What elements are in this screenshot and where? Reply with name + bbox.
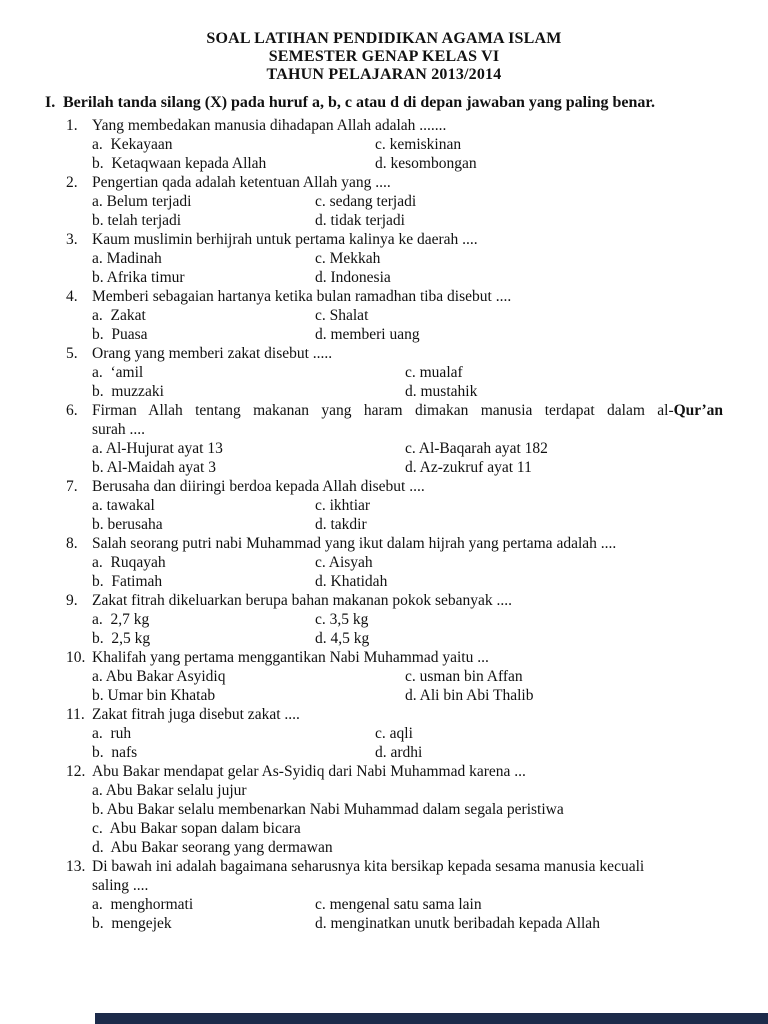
question-number: 1. — [66, 116, 78, 134]
question-text-row — [66, 401, 723, 420]
option-row — [66, 800, 723, 819]
option-row — [66, 553, 723, 572]
question-text-line: Khalifah yang pertama menggantikan Nabi Muhammad yaitu ... — [92, 648, 489, 666]
question-text-line: Yang membedakan manusia dihadapan Allah adalah ....... — [92, 116, 447, 134]
option: b. Umar bin Khatab — [92, 686, 216, 704]
viewer-bottom-bar — [95, 1013, 768, 1024]
option: b. telah terjadi — [92, 211, 182, 229]
option-row — [66, 629, 723, 648]
option-row — [66, 496, 723, 515]
option: a. Madinah — [92, 249, 162, 267]
option-row — [66, 610, 723, 629]
option-row — [66, 363, 723, 382]
option: d. Abu Bakar seorang yang dermawan — [92, 838, 333, 856]
question-number: 10. — [66, 648, 86, 666]
option: c. usman bin Affan — [405, 667, 523, 685]
option: c. mualaf — [405, 363, 463, 381]
question-number: 12. — [66, 762, 86, 780]
question-number: 4. — [66, 287, 78, 305]
option-row — [66, 458, 723, 477]
question-item — [66, 762, 723, 857]
option: b. Abu Bakar selalu membenarkan Nabi Muhammad dalam segala peristiwa — [92, 800, 564, 818]
option-row — [66, 838, 723, 857]
option: a. ruh — [92, 724, 132, 742]
question-text-row — [66, 762, 723, 781]
question-text-line: Orang yang memberi zakat disebut ..... — [92, 344, 333, 362]
question-item — [66, 477, 723, 534]
option: b. Puasa — [92, 325, 148, 343]
question-number: 3. — [66, 230, 78, 248]
option-row — [66, 325, 723, 344]
question-item — [66, 116, 723, 173]
question-text-bold-segment: Qur’an — [673, 401, 723, 419]
question-number: 9. — [66, 591, 78, 609]
title-line-1: SOAL LATIHAN PENDIDIKAN AGAMA ISLAM — [206, 30, 562, 47]
question-text-line: Zakat fitrah dikeluarkan berupa bahan makanan pokok sebanyak .... — [92, 591, 513, 609]
question-number: 7. — [66, 477, 78, 495]
question-text-row — [66, 116, 723, 135]
question-text-line: Pengertian qada adalah ketentuan Allah yang .... — [92, 173, 391, 191]
question-item — [66, 534, 723, 591]
option: a. Ruqayah — [92, 553, 166, 571]
option-row — [66, 249, 723, 268]
option-row — [66, 819, 723, 838]
option-row — [66, 724, 723, 743]
option: c. Mekkah — [315, 249, 381, 267]
title-line-2: SEMESTER GENAP KELAS VI — [268, 48, 500, 65]
section-instruction-text: Berilah tanda silang (X) pada huruf a, b, c atau d di depan jawaban yang paling benar. — [63, 94, 655, 111]
option: b. nafs — [92, 743, 138, 761]
question-text-row — [66, 173, 723, 192]
question-number: 8. — [66, 534, 78, 552]
option-row — [66, 572, 723, 591]
question-text-line: saling .... — [92, 876, 149, 894]
option: a. Abu Bakar Asyidiq — [92, 667, 226, 685]
option-row — [66, 382, 723, 401]
section-number: I. — [45, 94, 56, 111]
question-text-row — [66, 287, 723, 306]
question-item — [66, 857, 723, 933]
question-item — [66, 344, 723, 401]
option: a. Belum terjadi — [92, 192, 192, 210]
option: d. kesombongan — [375, 154, 477, 172]
document-title — [0, 30, 768, 84]
question-text-row — [66, 857, 723, 876]
option: b. berusaha — [92, 515, 163, 533]
option: b. 2,5 kg — [92, 629, 151, 647]
question-text-row — [66, 344, 723, 363]
option-row — [66, 686, 723, 705]
option: d. Ali bin Abi Thalib — [405, 686, 534, 704]
question-text-row — [66, 876, 723, 895]
option: c. Abu Bakar sopan dalam bicara — [92, 819, 301, 837]
option: b. mengejek — [92, 914, 172, 932]
question-item — [66, 401, 723, 477]
option: b. Fatimah — [92, 572, 163, 590]
option: a. Kekayaan — [92, 135, 173, 153]
question-text-row — [66, 534, 723, 553]
question-text-row — [66, 230, 723, 249]
option: a. menghormati — [92, 895, 194, 913]
option: a. Abu Bakar selalu jujur — [92, 781, 247, 799]
option-row — [66, 515, 723, 534]
option: a. Zakat — [92, 306, 146, 324]
option: c. aqli — [375, 724, 413, 742]
question-number: 5. — [66, 344, 78, 362]
question-item — [66, 648, 723, 705]
option: c. Aisyah — [315, 553, 373, 571]
question-number: 11. — [66, 705, 85, 723]
question-text-row — [66, 420, 723, 439]
option-row — [66, 154, 723, 173]
option: c. kemiskinan — [375, 135, 462, 153]
section-instruction — [0, 94, 768, 113]
option: c. Al-Baqarah ayat 182 — [405, 439, 548, 457]
question-text-line: surah .... — [92, 420, 145, 438]
option: d. memberi uang — [315, 325, 420, 343]
question-item — [66, 591, 723, 648]
option-row — [66, 268, 723, 287]
option: c. ikhtiar — [315, 496, 371, 514]
option-row — [66, 895, 723, 914]
option: d. 4,5 kg — [315, 629, 370, 647]
option: d. Khatidah — [315, 572, 388, 590]
option: a. ‘amil — [92, 363, 144, 381]
question-item — [66, 230, 723, 287]
option: c. mengenal satu sama lain — [315, 895, 482, 913]
option: c. 3,5 kg — [315, 610, 369, 628]
question-number-spacer — [66, 876, 92, 895]
question-text-line: Di bawah ini adalah bagaimana seharusnya kita bersikap kepada sesama manusia kecuali — [92, 857, 645, 875]
question-list — [0, 116, 768, 933]
question-text-row — [66, 705, 723, 724]
option: a. Al-Hujurat ayat 13 — [92, 439, 223, 457]
question-text-line: Memberi sebagaian hartanya ketika bulan ramadhan tiba disebut .... — [92, 287, 512, 305]
title-line-3: TAHUN PELAJARAN 2013/2014 — [266, 66, 502, 83]
option: d. ardhi — [375, 743, 423, 761]
option: b. muzzaki — [92, 382, 164, 400]
question-text-line: Berusaha dan diiringi berdoa kepada Allah disebut .... — [92, 477, 425, 495]
option: d. Indonesia — [315, 268, 391, 286]
question-text-segment: Firman Allah tentang makanan yang haram dimakan manusia terdapat dalam al- — [92, 401, 674, 419]
option-row — [66, 439, 723, 458]
question-text-line: Abu Bakar mendapat gelar As-Syidiq dari Nabi Muhammad karena ... — [92, 762, 526, 780]
option-row — [66, 135, 723, 154]
question-text-row — [66, 477, 723, 496]
option: d. Az-zukruf ayat 11 — [405, 458, 532, 476]
question-text-row — [66, 591, 723, 610]
question-number: 13. — [66, 857, 86, 875]
question-text-line — [92, 401, 723, 420]
option: b. Al-Maidah ayat 3 — [92, 458, 216, 476]
question-number-spacer — [66, 420, 92, 439]
question-text-line: Zakat fitrah juga disebut zakat .... — [92, 705, 300, 723]
option: b. Ketaqwaan kepada Allah — [92, 154, 267, 172]
option: c. Shalat — [315, 306, 369, 324]
option-row — [66, 211, 723, 230]
option: b. Afrika timur — [92, 268, 185, 286]
question-text-row — [66, 648, 723, 667]
option-row — [66, 192, 723, 211]
question-item — [66, 287, 723, 344]
option: a. 2,7 kg — [92, 610, 150, 628]
question-item — [66, 173, 723, 230]
option: d. takdir — [315, 515, 367, 533]
option: c. sedang terjadi — [315, 192, 417, 210]
option-row — [66, 914, 723, 933]
option: d. mustahik — [405, 382, 478, 400]
question-number: 6. — [66, 401, 78, 419]
option: d. tidak terjadi — [315, 211, 405, 229]
option-row — [66, 743, 723, 762]
question-item — [66, 705, 723, 762]
option: a. tawakal — [92, 496, 155, 514]
question-number: 2. — [66, 173, 78, 191]
question-text-line: Salah seorang putri nabi Muhammad yang ikut dalam hijrah yang pertama adalah .... — [92, 534, 617, 552]
option-row — [66, 781, 723, 800]
option-row — [66, 667, 723, 686]
option: d. menginatkan unutk beribadah kepada Allah — [315, 914, 600, 932]
option-row — [66, 306, 723, 325]
question-text-line: Kaum muslimin berhijrah untuk pertama kalinya ke daerah .... — [92, 230, 478, 248]
